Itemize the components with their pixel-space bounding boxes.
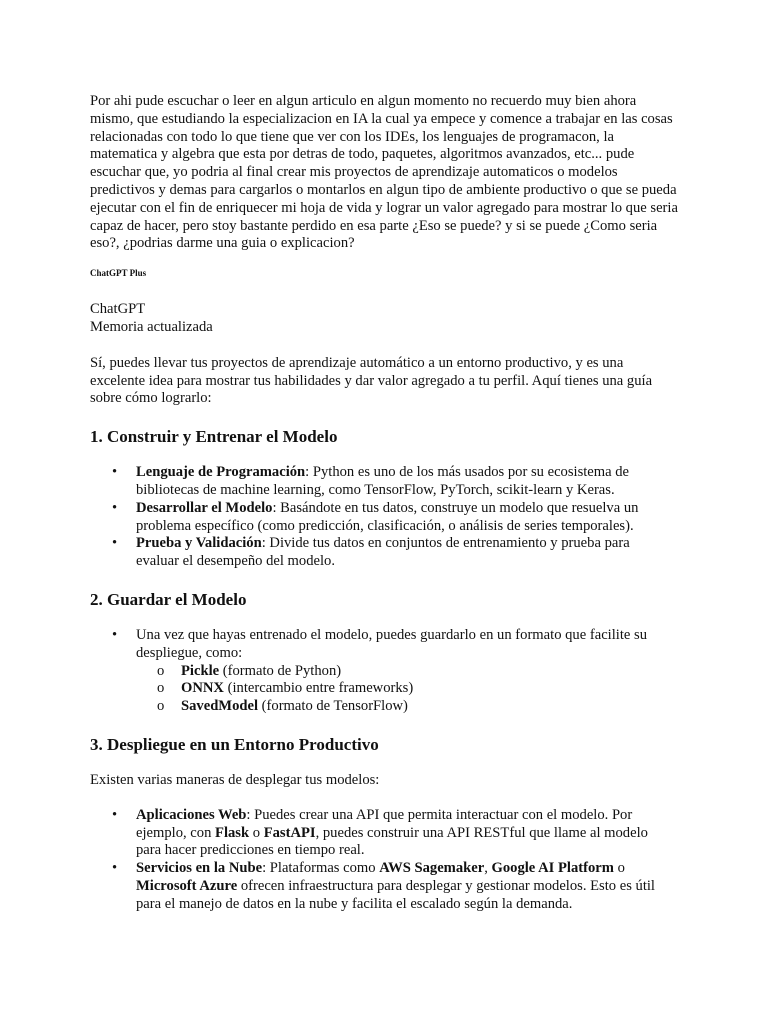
bullet-icon: •: [112, 626, 118, 643]
memory-note: Memoria actualizada: [90, 318, 213, 335]
user-question: Por ahi pude escuchar o leer en algun articulo en algun momento no recuerdo muy bien ahora mismo, que estudiando la especializacion en IA la cual ya empece y comence a trabajar en las cosas relacionadas con todo lo que tiene que ver con los IDEs, los lenguajes de programacon, la matematica y algebra que esta por detras de todo, paquetes, algoritmos avanzados, etc... pude escuchar que, yo podria al final crear mis proyectos de aprendizaje automaticos o modelos predictivos y demas para cargarlos o montarlos en algun tipo de ambiente productivo o que se pueda ejecutar con el fin de enriquecer mi hoja de vida y lograr un valor agregado para mostrar lo que seria capaz de hacer, pero stoy bastante perdido en esa parte ¿Eso se puede? y si se puede ¿Como seria eso?, ¿podrias darme una guia o explicacion?: [90, 93, 678, 252]
sub-bullet-icon: o: [157, 662, 165, 679]
item-term: Aplicaciones Web: [136, 806, 247, 823]
list-item: [90, 807, 676, 860]
platform-google: Google AI Platform: [491, 860, 614, 877]
sub-list-item: [90, 663, 676, 681]
sub-bullet-icon: o: [157, 680, 165, 697]
item-term: Prueba y Validación: [136, 535, 262, 552]
item-text: o: [613, 860, 625, 877]
section-2-list: [90, 627, 690, 716]
section-2-heading: 2. Guardar el Modelo: [90, 589, 247, 609]
format-name: Pickle: [181, 662, 220, 679]
sub-list-item: [90, 680, 676, 698]
format-name: SavedModel: [181, 698, 259, 715]
item-term: Servicios en la Nube: [136, 860, 263, 877]
assistant-header: [90, 301, 690, 337]
section-3-intro: Existen varias maneras de desplegar tus modelos:: [90, 771, 380, 788]
item-term: Lenguaje de Programación: [136, 464, 306, 481]
item-text: : Puedes crear una API que permita interactuar con el modelo. Por ejemplo, con: [136, 806, 633, 841]
document-page: [90, 93, 690, 914]
format-list: [136, 663, 676, 716]
item-text: Una vez que hayas entrenado el modelo, puedes guardarlo en un formato que facilite su despliegue, como:: [136, 626, 647, 661]
platform-azure: Microsoft Azure: [136, 877, 238, 894]
item-text: ofrecen infraestructura para desplegar y gestionar modelos. Esto es útil para el manejo de datos en la nube y facilita el escalado según la demanda.: [136, 877, 655, 912]
format-desc: (formato de Python): [219, 662, 342, 679]
framework-flask: Flask: [215, 824, 250, 841]
answer-intro: Sí, puedes llevar tus proyectos de aprendizaje automático a un entorno productivo, y es una excelente idea para mostrar tus habilidades y dar valor agregado a tu perfil. Aquí tienes una guía sobre cómo lograrlo:: [90, 354, 653, 407]
format-name: ONNX: [181, 680, 224, 697]
section-3-heading: 3. Despliegue en un Entorno Productivo: [90, 734, 379, 754]
item-term: Desarrollar el Modelo: [136, 499, 273, 516]
list-item: [90, 464, 676, 500]
item-text: : Python es uno de los más usados por su ecosistema de bibliotecas de machine learning, como TensorFlow, PyTorch, scikit-learn y Keras.: [136, 464, 630, 498]
sub-bullet-icon: o: [157, 698, 165, 715]
list-item: [90, 627, 676, 716]
list-item: [90, 500, 676, 536]
list-item: [90, 860, 676, 913]
section-1-list: [90, 464, 690, 571]
format-desc: (formato de TensorFlow): [258, 698, 408, 715]
item-text: : Divide tus datos en conjuntos de entrenamiento y prueba para evaluar el desempeño del modelo.: [136, 535, 630, 570]
item-text: : Plataformas como: [262, 860, 380, 877]
bullet-icon: •: [112, 860, 118, 877]
sub-list-item: [90, 698, 676, 716]
framework-fastapi: FastAPI: [263, 824, 316, 841]
section-1-heading: 1. Construir y Entrenar el Modelo: [90, 427, 338, 447]
bullet-icon: •: [112, 499, 118, 516]
bullet-icon: •: [112, 464, 118, 481]
bullet-icon: •: [112, 806, 118, 823]
assistant-name: ChatGPT: [90, 301, 146, 318]
bullet-icon: •: [112, 535, 118, 552]
format-desc: (intercambio entre frameworks): [223, 680, 414, 697]
section-3-list: [90, 807, 690, 914]
item-text: : Basándote en tus datos, construye un modelo que resuelva un problema específico (como predicción, clasificación, o análisis de series temporales).: [136, 499, 639, 534]
platform-aws: AWS Sagemaker: [379, 860, 485, 877]
item-text: ,: [484, 860, 492, 877]
item-text: o: [249, 824, 264, 841]
plan-label: ChatGPT Plus: [90, 268, 147, 279]
item-text: , puedes construir una API RESTful que llame al modelo para hacer predicciones en tiempo real.: [136, 824, 648, 859]
list-item: [90, 535, 676, 571]
